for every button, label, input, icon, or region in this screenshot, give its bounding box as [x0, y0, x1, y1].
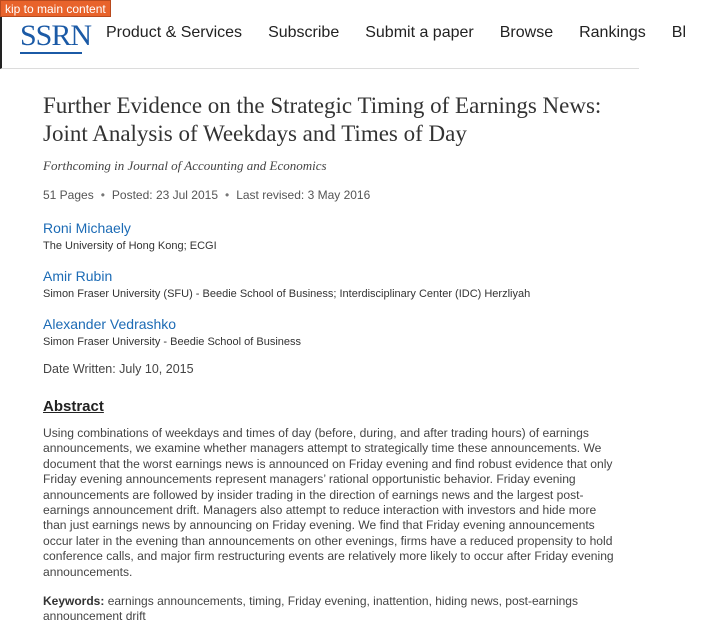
keywords — [43, 594, 618, 624]
author-block — [43, 220, 623, 252]
date-written: Date Written: July 10, 2015 — [43, 362, 194, 376]
author-affiliation: The University of Hong Kong; ECGI — [43, 240, 217, 252]
keywords-list: earnings announcements, timing, Friday evening, inattention, hiding news, post-earnings announcement drift — [43, 594, 578, 624]
abstract-text: Using combinations of weekdays and times of day (before, during, and after trading hours) of earnings announcements, we examine whether managers attempt to strategically time these announcements. We document that the worst earnings news is announced on Friday evening and find robust evidence that only Friday evening announcements represent managers’ rational opportunistic behavior. Friday evening announcements are followed by insider trading in the direction of earnings news and the largest post-earnings announcement drift. Managers also attempt to reduce interaction with investors and hide more than just earnings news by announcing on Friday evening. We find that Friday evening announcements occur later in the evening than announcements on other evenings, firms have a reduced propensity to hold conference calls, and major firm restructuring events are relatively more likely to occur after Friday evening announcements. — [43, 426, 614, 579]
page-count: 51 Pages — [43, 188, 94, 202]
author-link[interactable]: Roni Michaely — [43, 220, 131, 236]
paper-meta: 51 Pages • Posted: 23 Jul 2015 • Last revised: 3 May 2016 — [43, 188, 371, 202]
author-link[interactable]: Amir Rubin — [43, 268, 113, 284]
nav-blog[interactable]: Bl — [671, 24, 687, 41]
author-affiliation: Simon Fraser University (SFU) - Beedie School of Business; Interdisciplinary Center (IDC) Herzliyah — [43, 288, 531, 300]
paper-content — [43, 92, 623, 624]
nav-submit-paper[interactable]: Submit a paper — [365, 24, 474, 41]
keywords-label: Keywords: — [43, 594, 105, 609]
author-block — [43, 268, 623, 300]
author-affiliation: Simon Fraser University - Beedie School of Business — [43, 336, 301, 348]
nav-subscribe[interactable]: Subscribe — [268, 24, 340, 41]
revised-date: Last revised: 3 May 2016 — [236, 188, 371, 202]
main-nav — [106, 24, 712, 42]
posted-date: Posted: 23 Jul 2015 — [111, 188, 218, 202]
abstract-heading: Abstract — [43, 398, 104, 415]
nav-browse[interactable]: Browse — [499, 24, 554, 41]
nav-product-services[interactable]: Product & Services — [106, 24, 243, 41]
logo-underline — [20, 52, 82, 54]
author-link[interactable]: Alexander Vedrashko — [43, 316, 177, 332]
nav-rankings[interactable]: Rankings — [579, 24, 646, 41]
skip-to-main-content-link[interactable]: kip to main content — [0, 0, 111, 17]
author-block — [43, 316, 623, 348]
ssrn-logo[interactable]: SSRN — [20, 19, 92, 52]
journal-note: Forthcoming in Journal of Accounting and Economics — [43, 158, 327, 173]
paper-title: Further Evidence on the Strategic Timing of Earnings News: Joint Analysis of Weekdays and Times of Day — [43, 93, 602, 146]
